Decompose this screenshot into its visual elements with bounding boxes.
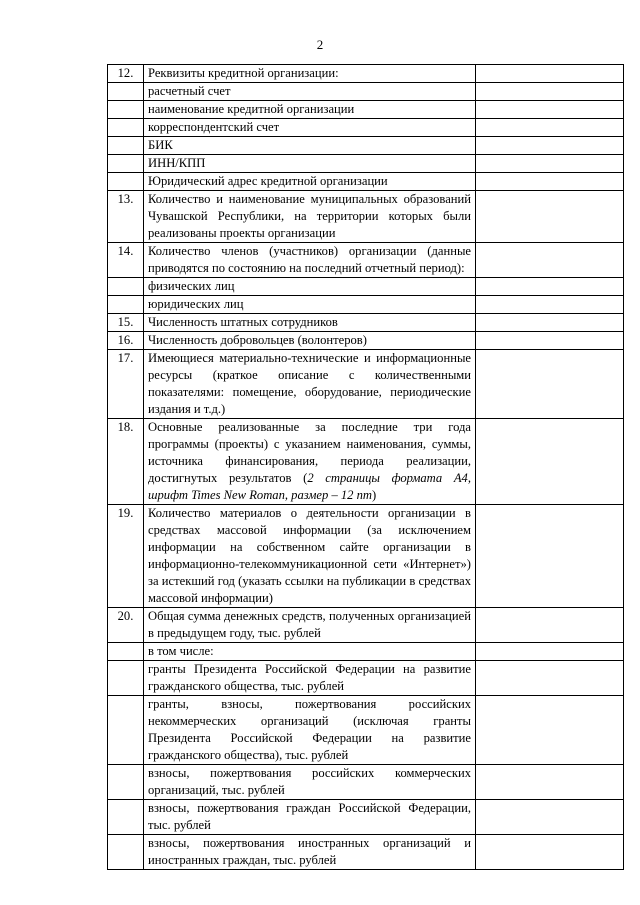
row-label: Количество и наименование муниципальных образований Чувашской Республики, на территории которых были реализованы проекты организации	[144, 191, 476, 243]
row-label: Юридический адрес кредитной организации	[144, 173, 476, 191]
row-label: Количество членов (участников) организации (данные приводятся по состоянию на последний отчетный период):	[144, 243, 476, 278]
row-number	[108, 643, 144, 661]
row-value-field[interactable]	[476, 419, 624, 505]
table-row	[108, 173, 624, 191]
row-value-field[interactable]	[476, 83, 624, 101]
row-label: в том числе:	[144, 643, 476, 661]
table-row	[108, 835, 624, 870]
row-number: 18.	[108, 419, 144, 505]
row-number	[108, 800, 144, 835]
row-label: наименование кредитной организации	[144, 101, 476, 119]
row-value-field[interactable]	[476, 101, 624, 119]
table-row	[108, 696, 624, 765]
row-number	[108, 137, 144, 155]
row-number: 19.	[108, 505, 144, 608]
row-number	[108, 835, 144, 870]
row-number: 14.	[108, 243, 144, 278]
row-value-field[interactable]	[476, 173, 624, 191]
row-value-field[interactable]	[476, 65, 624, 83]
row-label: Реквизиты кредитной организации:	[144, 65, 476, 83]
form-rows	[108, 65, 624, 870]
row-value-field[interactable]	[476, 643, 624, 661]
row-value-field[interactable]	[476, 155, 624, 173]
row-value-field[interactable]	[476, 119, 624, 137]
table-row	[108, 278, 624, 296]
row-number	[108, 696, 144, 765]
row-number: 16.	[108, 332, 144, 350]
row-value-field[interactable]	[476, 608, 624, 643]
table-row	[108, 332, 624, 350]
row-value-field[interactable]	[476, 505, 624, 608]
row-number	[108, 155, 144, 173]
row-label: корреспондентский счет	[144, 119, 476, 137]
table-row	[108, 314, 624, 332]
row-value-field[interactable]	[476, 765, 624, 800]
row-value-field[interactable]	[476, 296, 624, 314]
table-row	[108, 296, 624, 314]
row-label: Численность добровольцев (волонтеров)	[144, 332, 476, 350]
row-label-tail: )	[372, 488, 377, 502]
row-number	[108, 278, 144, 296]
row-number: 15.	[108, 314, 144, 332]
table-row	[108, 83, 624, 101]
row-label: юридических лиц	[144, 296, 476, 314]
table-row	[108, 661, 624, 696]
row-label: Общая сумма денежных средств, полученных организацией в предыдущем году, тыс. рублей	[144, 608, 476, 643]
row-label: ИНН/КПП	[144, 155, 476, 173]
table-row	[108, 155, 624, 173]
row-label-note: 2 страницы формата А4, шрифт Times New Roman, размер – 12 пт	[148, 471, 471, 502]
table-row	[108, 643, 624, 661]
table-row	[108, 243, 624, 278]
row-label: Количество материалов о деятельности организации в средствах массовой информации (за исключением информации на собственном сайте организации в информационно-телекоммуникационной сети «Интернет») за истекший год (указать ссылки на публикации в средствах массовой информации)	[144, 505, 476, 608]
table-row	[108, 191, 624, 243]
row-number: 20.	[108, 608, 144, 643]
row-value-field[interactable]	[476, 696, 624, 765]
table-row	[108, 350, 624, 419]
table-row	[108, 505, 624, 608]
row-label: взносы, пожертвования иностранных организаций и иностранных граждан, тыс. рублей	[144, 835, 476, 870]
row-label: гранты, взносы, пожертвования российских некоммерческих организаций (исключая гранты Президента Российской Федерации на развитие гражданского общества), тыс. рублей	[144, 696, 476, 765]
row-number: 17.	[108, 350, 144, 419]
row-number	[108, 296, 144, 314]
table-row	[108, 419, 624, 505]
row-number	[108, 661, 144, 696]
table-row	[108, 765, 624, 800]
row-label	[144, 419, 476, 505]
page-number: 2	[316, 37, 324, 52]
application-form-table	[107, 64, 624, 870]
row-number	[108, 101, 144, 119]
row-label: гранты Президента Российской Федерации на развитие гражданского общества, тыс. рублей	[144, 661, 476, 696]
row-number	[108, 83, 144, 101]
row-value-field[interactable]	[476, 332, 624, 350]
row-value-field[interactable]	[476, 137, 624, 155]
row-label: взносы, пожертвования российских коммерческих организаций, тыс. рублей	[144, 765, 476, 800]
row-value-field[interactable]	[476, 835, 624, 870]
row-value-field[interactable]	[476, 278, 624, 296]
row-value-field[interactable]	[476, 661, 624, 696]
row-number: 12.	[108, 65, 144, 83]
table-row	[108, 119, 624, 137]
row-label: взносы, пожертвования граждан Российской Федерации, тыс. рублей	[144, 800, 476, 835]
row-number	[108, 119, 144, 137]
row-value-field[interactable]	[476, 350, 624, 419]
row-label: физических лиц	[144, 278, 476, 296]
row-label: расчетный счет	[144, 83, 476, 101]
row-value-field[interactable]	[476, 191, 624, 243]
table-row	[108, 101, 624, 119]
table-row	[108, 608, 624, 643]
row-label-text: Основные реализованные за последние три года программы (проекты) с указанием наименования, суммы, источника финансирования, периода реализации, достигнутых результатов (	[148, 420, 471, 485]
row-label: БИК	[144, 137, 476, 155]
row-label: Численность штатных сотрудников	[144, 314, 476, 332]
row-number	[108, 765, 144, 800]
row-value-field[interactable]	[476, 314, 624, 332]
table-row	[108, 800, 624, 835]
row-number: 13.	[108, 191, 144, 243]
row-value-field[interactable]	[476, 243, 624, 278]
row-value-field[interactable]	[476, 800, 624, 835]
table-row	[108, 65, 624, 83]
table-row	[108, 137, 624, 155]
row-label: Имеющиеся материально-технические и информационные ресурсы (краткое описание с количественными показателями: помещение, оборудование, периодические издания и т.д.)	[144, 350, 476, 419]
row-number	[108, 173, 144, 191]
